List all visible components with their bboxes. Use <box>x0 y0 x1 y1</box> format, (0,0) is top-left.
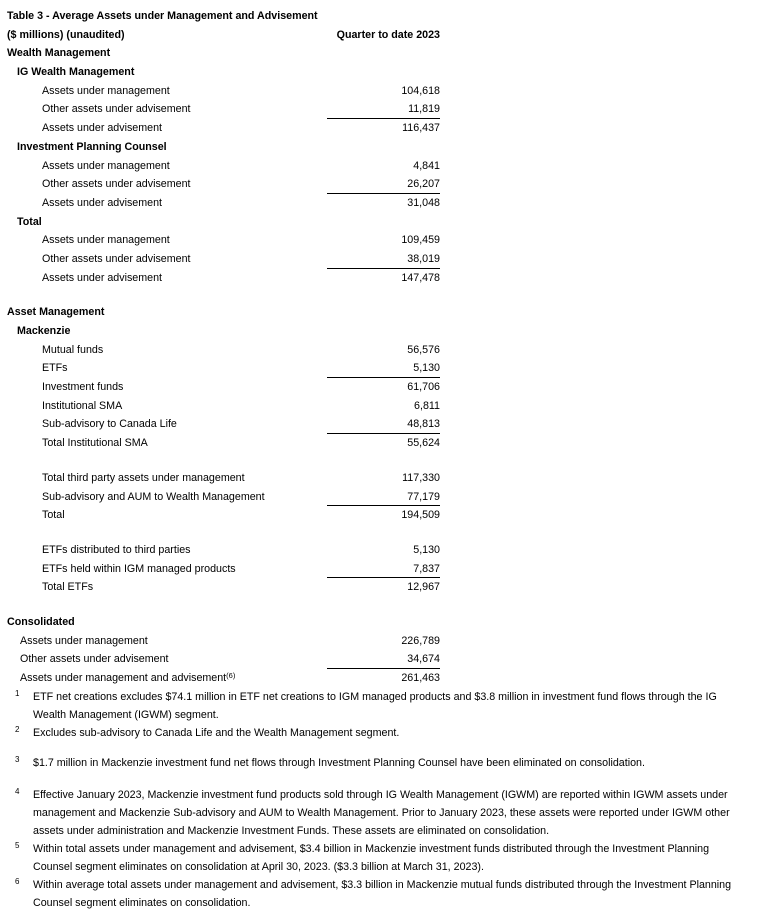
table-row <box>0 213 776 232</box>
row-label-text: Table 3 - Average Assets under Management and Advisement <box>7 10 318 22</box>
footnote-number: 2 <box>15 724 20 734</box>
row-label-text: Other assets under advisement <box>42 178 191 191</box>
table-row <box>0 26 776 45</box>
row-label <box>0 650 327 669</box>
table-row <box>0 138 776 157</box>
row-label-text: Total <box>42 509 65 522</box>
row-label <box>0 322 327 341</box>
footnote-text: Within total assets under management and advisement, $3.4 billion in Mackenzie investment funds distributed through the Investment Planning Counsel segment eliminates on consolidation at April 30, 2023. ($3.3 billion at March 31, 2023). <box>33 842 710 873</box>
row-value: 6,811 <box>414 399 440 412</box>
row-label <box>0 63 327 82</box>
row-value: 194,509 <box>401 509 440 522</box>
row-value: 109,459 <box>401 234 440 247</box>
row-value <box>327 322 440 341</box>
row-label <box>0 157 327 176</box>
row-label <box>0 506 327 525</box>
table-row <box>0 44 776 63</box>
footnote-number: 3 <box>15 754 20 764</box>
row-label-text: Sub-advisory to Canada Life <box>42 418 177 431</box>
row-label-text: Total third party assets under management <box>42 471 245 484</box>
footnotes <box>0 688 776 912</box>
footnote-reference: (6) <box>226 670 236 680</box>
row-label <box>0 434 327 453</box>
row-label <box>0 194 327 213</box>
row-label <box>0 415 327 434</box>
row-value <box>327 613 440 632</box>
row-value: 261,463 <box>401 672 440 684</box>
row-label <box>0 303 327 322</box>
row-label-text: Assets under advisement <box>42 122 162 135</box>
row-label-text: Consolidated <box>7 615 75 628</box>
row-label <box>0 175 327 194</box>
row-label <box>0 469 327 488</box>
table-row <box>0 194 776 213</box>
table-row <box>0 378 776 397</box>
row-value <box>327 138 440 157</box>
row-value: 4,841 <box>413 159 440 172</box>
row-label <box>0 541 327 560</box>
row-label <box>0 397 327 416</box>
footnote-item <box>0 840 776 876</box>
footnote-number: 1 <box>15 688 20 698</box>
table-row <box>0 650 776 669</box>
row-value: 5,130 <box>327 359 440 378</box>
footnote-item <box>0 786 776 840</box>
row-value: 38,019 <box>327 250 440 269</box>
row-label <box>0 119 327 138</box>
row-value: 5,130 <box>413 543 440 556</box>
table-spacer <box>0 525 776 541</box>
row-label <box>0 26 327 45</box>
table-row <box>0 269 776 288</box>
row-value <box>327 63 440 82</box>
table-row <box>0 541 776 560</box>
row-label-text: Mutual funds <box>42 343 104 356</box>
row-label <box>0 138 327 157</box>
row-label-text: Assets under management <box>42 84 170 97</box>
row-label-text: Total <box>17 215 42 228</box>
row-label <box>0 632 327 651</box>
footnote-item <box>0 688 776 724</box>
row-value: 77,179 <box>327 488 440 507</box>
row-label-text: Investment Planning Counsel <box>17 140 167 153</box>
row-label-text: Institutional SMA <box>42 399 123 412</box>
table-spacer <box>0 453 776 469</box>
footnote-number: 5 <box>15 840 20 850</box>
row-label-text: Other assets under advisement <box>20 653 169 666</box>
row-label-text: Total ETFs <box>42 581 94 594</box>
row-label <box>0 213 327 232</box>
row-label <box>0 269 327 288</box>
table-row <box>0 63 776 82</box>
row-label-text: Total Institutional SMA <box>42 437 148 450</box>
row-label <box>0 560 327 579</box>
table-row <box>0 613 776 632</box>
row-label <box>0 613 327 632</box>
row-value: 48,813 <box>327 415 440 434</box>
table-row <box>0 359 776 378</box>
row-label-text: Assets under management <box>42 159 170 172</box>
row-label-text: Assets under management <box>20 634 148 647</box>
row-value: 226,789 <box>401 634 440 647</box>
row-label-text: Assets under advisement <box>42 271 162 284</box>
row-label <box>0 378 327 397</box>
row-label-text: Wealth Management <box>7 47 111 60</box>
table-row <box>0 415 776 434</box>
row-value <box>327 44 440 63</box>
row-value: 7,837 <box>327 560 440 579</box>
row-label-text: IG Wealth Management <box>17 66 135 79</box>
row-label-text: Assets under management <box>42 234 170 247</box>
footnote-text: Within average total assets under management and advisement, $3.3 billion in Mackenzie mutual funds distributed through the Investment Planning Counsel segment eliminates on consolidation. <box>33 878 732 909</box>
row-label-text: Other assets under advisement <box>42 103 191 116</box>
table-row <box>0 341 776 360</box>
row-label-text: ETFs held within IGM managed products <box>42 562 236 575</box>
row-value: 11,819 <box>327 100 440 119</box>
row-value <box>327 7 440 26</box>
row-value: 116,437 <box>402 122 440 135</box>
row-value: 26,207 <box>327 175 440 194</box>
row-value: 117,330 <box>402 471 440 484</box>
table-row <box>0 322 776 341</box>
row-value: 104,618 <box>401 84 440 97</box>
row-value: Quarter to date 2023 <box>336 28 440 41</box>
footnote-text: Excludes sub-advisory to Canada Life and the Wealth Management segment. <box>33 726 400 739</box>
row-label-text: Mackenzie <box>17 325 71 337</box>
row-label-text: ETFs distributed to third parties <box>42 543 191 556</box>
row-label-text: ETFs <box>42 362 68 375</box>
table-row <box>0 82 776 101</box>
row-value: 31,048 <box>407 196 440 209</box>
table-row <box>0 434 776 453</box>
table-row <box>0 100 776 119</box>
row-value: 61,706 <box>407 381 440 394</box>
row-label-text: Other assets under advisement <box>42 252 191 265</box>
table-row <box>0 578 776 597</box>
footnote-item <box>0 876 776 912</box>
row-label <box>0 231 327 250</box>
footnote-number: 6 <box>15 876 20 886</box>
row-label-text: Asset Management <box>7 306 105 319</box>
footnote-item <box>0 724 776 742</box>
table-row <box>0 119 776 138</box>
row-label-text: ($ millions) (unaudited) <box>7 28 125 41</box>
table-row <box>0 397 776 416</box>
row-value: 55,624 <box>407 437 440 450</box>
row-label-text: Investment funds <box>42 381 124 394</box>
row-value: 147,478 <box>401 271 440 284</box>
row-value <box>327 303 440 322</box>
row-label-text: Assets under advisement <box>42 196 162 209</box>
row-label <box>0 7 327 26</box>
row-label <box>0 488 327 507</box>
table-row <box>0 231 776 250</box>
table-spacer <box>0 287 776 303</box>
footnote-text: $1.7 million in Mackenzie investment fund net flows through Investment Planning Counsel have been eliminated on consolidation. <box>33 756 645 769</box>
footnote-text: ETF net creations excludes $74.1 million in ETF net creations to IGM managed products and $3.8 million in investment fund flows through the IG Wealth Management (IGWM) segment. <box>33 690 717 721</box>
table-row <box>0 669 776 688</box>
row-value <box>327 213 440 232</box>
footnote-text: Effective January 2023, Mackenzie investment fund products sold through IG Wealth Management (IGWM) are reported within IGWM assets under management and Mackenzie Sub-advisory and AUM to Wealth Management. Prior to January 2023, these assets were reported under IGWM other assets under administration and Mackenzie Investment Funds. These assets are eliminated on consolidation. <box>33 788 730 837</box>
row-label-text: Assets under management and advisement <box>20 672 227 684</box>
row-value: 12,967 <box>407 581 440 594</box>
row-label <box>0 359 327 378</box>
row-label <box>0 578 327 597</box>
table-row <box>0 303 776 322</box>
row-label <box>0 250 327 269</box>
table-spacer <box>0 597 776 613</box>
row-value: 56,576 <box>407 343 440 356</box>
table-row <box>0 506 776 525</box>
table-row <box>0 7 776 26</box>
footnote-item <box>0 754 776 772</box>
table-row <box>0 175 776 194</box>
table-row <box>0 469 776 488</box>
table-row <box>0 632 776 651</box>
row-label <box>0 341 327 360</box>
row-label <box>0 44 327 63</box>
table-row <box>0 157 776 176</box>
row-label-text: Sub-advisory and AUM to Wealth Management <box>42 490 265 503</box>
table-row <box>0 560 776 579</box>
row-value: 34,674 <box>327 650 440 669</box>
table-row <box>0 488 776 507</box>
row-label <box>0 100 327 119</box>
row-label <box>0 82 327 101</box>
footnote-number: 4 <box>15 786 20 796</box>
row-label <box>0 669 327 688</box>
table-row <box>0 250 776 269</box>
